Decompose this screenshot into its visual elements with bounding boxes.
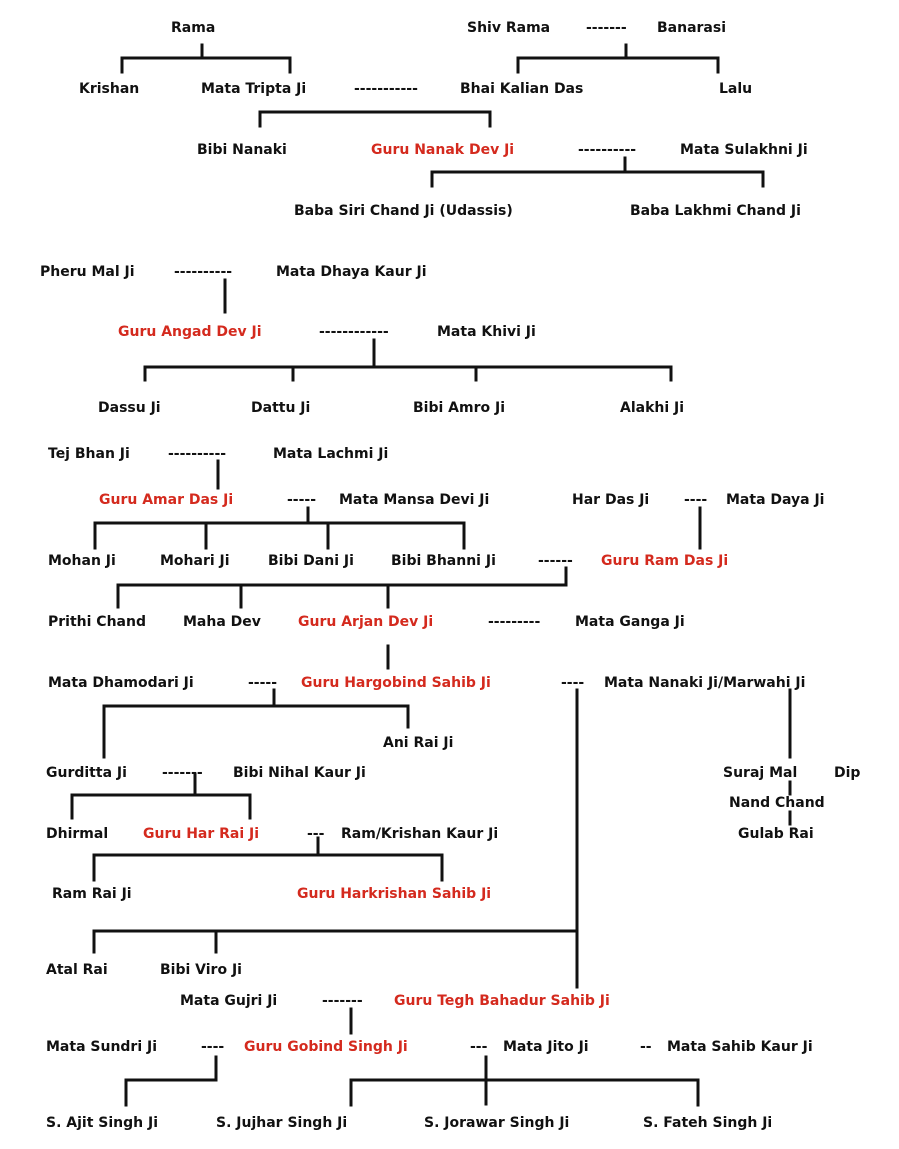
guru-harkrishan-sahib: Guru Harkrishan Sahib Ji xyxy=(297,886,492,902)
person-dip: Dip xyxy=(834,765,861,781)
guru-hargobind-sahib: Guru Hargobind Sahib Ji xyxy=(301,675,491,691)
person-mata-ganga: Mata Ganga Ji xyxy=(575,614,685,630)
person-baba-lakhmi-chand: Baba Lakhmi Chand Ji xyxy=(630,203,801,219)
person-gulab-rai: Gulab Rai xyxy=(738,826,814,842)
person-nand-chand: Nand Chand xyxy=(729,795,825,811)
spouse-connector: ---------- xyxy=(168,446,227,462)
person-bibi-nanaki: Bibi Nanaki xyxy=(197,142,287,158)
guru-angad-dev: Guru Angad Dev Ji xyxy=(118,324,262,340)
spouse-connector: ---------- xyxy=(174,264,233,280)
person-lalu: Lalu xyxy=(719,81,753,97)
person-suraj-mal: Suraj Mal xyxy=(723,765,798,781)
person-mata-gujri: Mata Gujri Ji xyxy=(180,993,278,1009)
guru-ram-das: Guru Ram Das Ji xyxy=(601,553,729,569)
spouse-connector: ----------- xyxy=(354,81,418,97)
spouse-connector: ----- xyxy=(287,492,317,508)
person-har-das: Har Das Ji xyxy=(572,492,650,508)
person-mata-sulakhni: Mata Sulakhni Ji xyxy=(680,142,808,158)
spouse-connector: ----- xyxy=(248,675,278,691)
person-shiv-rama: Shiv Rama xyxy=(467,20,551,36)
person-jujhar-singh: S. Jujhar Singh Ji xyxy=(216,1115,348,1131)
person-bhai-kalian-das: Bhai Kalian Das xyxy=(460,81,584,97)
person-mata-dhaya-kaur: Mata Dhaya Kaur Ji xyxy=(276,264,427,280)
person-bibi-amro: Bibi Amro Ji xyxy=(413,400,505,416)
guru-nanak-dev: Guru Nanak Dev Ji xyxy=(371,142,515,158)
person-ram-krishan-kaur: Ram/Krishan Kaur Ji xyxy=(341,826,499,842)
person-alakhi: Alakhi Ji xyxy=(620,400,685,416)
person-bibi-dani: Bibi Dani Ji xyxy=(268,553,354,569)
person-mata-jito: Mata Jito Ji xyxy=(503,1039,589,1055)
person-mata-sahib-kaur: Mata Sahib Kaur Ji xyxy=(667,1039,813,1055)
guru-amar-das: Guru Amar Das Ji xyxy=(99,492,234,508)
spouse-connector: --- xyxy=(307,826,325,842)
person-jorawar-singh: S. Jorawar Singh Ji xyxy=(424,1115,570,1131)
guru-tegh-bahadur-sahib: Guru Tegh Bahadur Sahib Ji xyxy=(394,993,610,1009)
person-prithi-chand: Prithi Chand xyxy=(48,614,146,630)
spouse-connector: --- xyxy=(470,1039,488,1055)
spouse-connector: ---- xyxy=(561,675,585,691)
spouse-connector: -- xyxy=(640,1039,652,1055)
person-dassu: Dassu Ji xyxy=(98,400,161,416)
person-rama: Rama xyxy=(171,20,216,36)
person-ani-rai: Ani Rai Ji xyxy=(383,735,454,751)
person-baba-siri-chand: Baba Siri Chand Ji (Udassis) xyxy=(294,203,513,219)
person-mohari: Mohari Ji xyxy=(160,553,230,569)
person-mata-daya: Mata Daya Ji xyxy=(726,492,825,508)
spouse-connector: --------- xyxy=(488,614,541,630)
guru-har-rai: Guru Har Rai Ji xyxy=(143,826,260,842)
person-mata-sundri: Mata Sundri Ji xyxy=(46,1039,158,1055)
guru-arjan-dev: Guru Arjan Dev Ji xyxy=(298,614,434,630)
person-ram-rai: Ram Rai Ji xyxy=(52,886,132,902)
person-fateh-singh: S. Fateh Singh Ji xyxy=(643,1115,773,1131)
spouse-connector: ---------- xyxy=(578,142,637,158)
person-bibi-nihal-kaur: Bibi Nihal Kaur Ji xyxy=(233,765,366,781)
person-bibi-viro: Bibi Viro Ji xyxy=(160,962,242,978)
person-dattu: Dattu Ji xyxy=(251,400,311,416)
person-mata-tripta: Mata Tripta Ji xyxy=(201,81,307,97)
person-mata-mansa-devi: Mata Mansa Devi Ji xyxy=(339,492,490,508)
person-maha-dev: Maha Dev xyxy=(183,614,261,630)
person-mata-lachmi: Mata Lachmi Ji xyxy=(273,446,389,462)
guru-gobind-singh: Guru Gobind Singh Ji xyxy=(244,1039,408,1055)
person-mata-dhamodari: Mata Dhamodari Ji xyxy=(48,675,194,691)
spouse-connector: ------- xyxy=(162,765,203,781)
person-mata-nanaki-marwahi: Mata Nanaki Ji/Marwahi Ji xyxy=(604,675,806,691)
person-ajit-singh: S. Ajit Singh Ji xyxy=(46,1115,158,1131)
person-bibi-bhanni: Bibi Bhanni Ji xyxy=(391,553,496,569)
spouse-connector: ------- xyxy=(322,993,363,1009)
person-pheru-mal: Pheru Mal Ji xyxy=(40,264,135,280)
person-gurditta: Gurditta Ji xyxy=(46,765,127,781)
person-banarasi: Banarasi xyxy=(657,20,727,36)
spouse-connector: ------ xyxy=(538,553,573,569)
person-mata-khivi: Mata Khivi Ji xyxy=(437,324,536,340)
spouse-connector: ------------ xyxy=(319,324,389,340)
spouse-connector: ------- xyxy=(586,20,627,36)
spouse-connector: ---- xyxy=(684,492,708,508)
person-krishan: Krishan xyxy=(79,81,140,97)
person-mohan: Mohan Ji xyxy=(48,553,116,569)
spouse-connector: ---- xyxy=(201,1039,225,1055)
person-atal-rai: Atal Rai xyxy=(46,962,108,978)
person-tej-bhan: Tej Bhan Ji xyxy=(48,446,130,462)
person-dhirmal: Dhirmal xyxy=(46,826,109,842)
